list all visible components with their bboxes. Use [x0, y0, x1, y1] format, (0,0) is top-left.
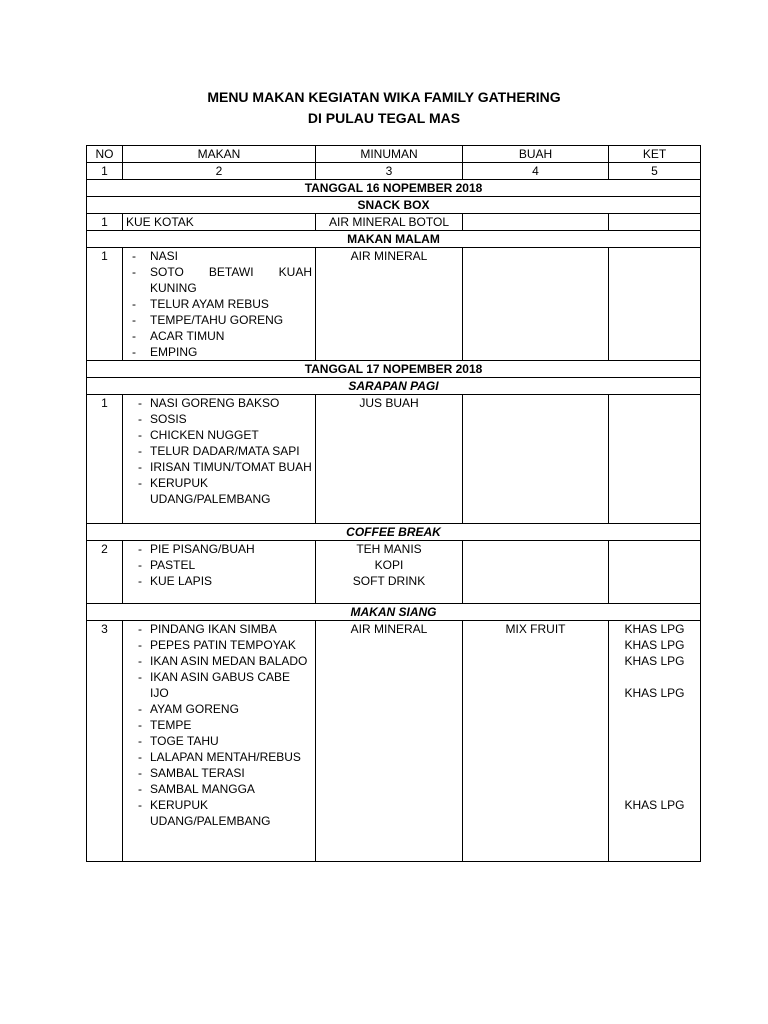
header-number: 3 — [316, 163, 463, 180]
document-title: MENU MAKAN KEGIATAN WIKA FAMILY GATHERING — [207, 89, 561, 105]
row-no: 1 — [87, 214, 123, 231]
ket-note: KHAS LPG — [624, 654, 685, 668]
ket-note: KHAS LPG — [624, 686, 685, 700]
header-row — [87, 146, 701, 163]
list-item: - NASI GORENG BAKSO — [126, 395, 312, 411]
list-item: - ACAR TIMUN — [126, 328, 312, 344]
row-minuman: AIR MINERAL — [316, 621, 463, 862]
drink-item: KOPI — [374, 558, 404, 572]
ket-note — [612, 669, 697, 685]
row-makan: KUE KOTAK — [123, 214, 316, 231]
section-coffee-break: COFFEE BREAK — [87, 524, 701, 541]
menu-item-list — [126, 248, 312, 360]
header-ket: KET — [609, 146, 701, 163]
drink-item: TEH MANIS — [356, 542, 422, 556]
section-sarapan-pagi: SARAPAN PAGI — [87, 378, 701, 395]
ket-spacer — [612, 701, 697, 797]
list-item: - LALAPAN MENTAH/REBUS — [126, 749, 312, 765]
section-makan-malam: MAKAN MALAM — [87, 231, 701, 248]
table-row — [87, 214, 701, 231]
section-row — [87, 524, 701, 541]
menu-item-list — [126, 541, 312, 589]
row-makan — [123, 395, 316, 524]
list-item: - TEMPE/TAHU GORENG — [126, 312, 312, 328]
row-buah — [463, 541, 609, 604]
header-number: 1 — [87, 163, 123, 180]
header-number: 4 — [463, 163, 609, 180]
list-item: - KERUPUK UDANG/PALEMBANG — [126, 475, 312, 507]
header-makan: MAKAN — [123, 146, 316, 163]
row-no: 3 — [87, 621, 123, 862]
header-number: 2 — [123, 163, 316, 180]
list-item: - TELUR DADAR/MATA SAPI — [126, 443, 312, 459]
list-item: - AYAM GORENG — [126, 701, 312, 717]
header-buah: BUAH — [463, 146, 609, 163]
header-no: NO — [87, 146, 123, 163]
list-item: - TELUR AYAM REBUS — [126, 296, 312, 312]
ket-note: KHAS LPG — [624, 638, 685, 652]
list-item: - SAMBAL TERASI — [126, 765, 312, 781]
menu-table — [86, 145, 701, 862]
row-buah: MIX FRUIT — [463, 621, 609, 862]
list-item: - SOSIS — [126, 411, 312, 427]
row-ket — [609, 395, 701, 524]
row-minuman — [316, 541, 463, 604]
section-snack-box: SNACK BOX — [87, 197, 701, 214]
section-row — [87, 378, 701, 395]
row-ket — [609, 541, 701, 604]
header-number: 5 — [609, 163, 701, 180]
date-label: TANGGAL 17 NOPEMBER 2018 — [87, 361, 701, 378]
list-item: - EMPING — [126, 344, 312, 360]
menu-item-list — [126, 621, 312, 829]
row-no: 1 — [87, 248, 123, 361]
row-minuman: AIR MINERAL BOTOL — [316, 214, 463, 231]
date-row — [87, 180, 701, 197]
row-makan — [123, 248, 316, 361]
date-row — [87, 361, 701, 378]
table-row — [87, 541, 701, 604]
row-minuman: JUS BUAH — [316, 395, 463, 524]
drink-item: SOFT DRINK — [352, 574, 426, 588]
table-row — [87, 248, 701, 361]
list-item: - PASTEL — [126, 557, 312, 573]
list-item: - PEPES PATIN TEMPOYAK — [126, 637, 312, 653]
ket-note: KHAS LPG — [624, 798, 685, 812]
list-item: - CHICKEN NUGGET — [126, 427, 312, 443]
row-makan — [123, 541, 316, 604]
header-number-row — [87, 163, 701, 180]
table-row — [87, 621, 701, 862]
list-item: - PINDANG IKAN SIMBA — [126, 621, 312, 637]
date-label: TANGGAL 16 NOPEMBER 2018 — [87, 180, 701, 197]
section-row — [87, 197, 701, 214]
table-row — [87, 395, 701, 524]
section-makan-siang: MAKAN SIANG — [87, 604, 701, 621]
section-row — [87, 604, 701, 621]
ket-note: KHAS LPG — [624, 622, 685, 636]
row-ket — [609, 214, 701, 231]
list-item: - SAMBAL MANGGA — [126, 781, 312, 797]
row-minuman: AIR MINERAL — [316, 248, 463, 361]
list-item: - PIE PISANG/BUAH — [126, 541, 312, 557]
list-item: - IKAN ASIN MEDAN BALADO — [126, 653, 312, 669]
header-minuman: MINUMAN — [316, 146, 463, 163]
list-item: - IRISAN TIMUN/TOMAT BUAH — [126, 459, 312, 475]
list-item: - KERUPUK UDANG/PALEMBANG — [126, 797, 312, 829]
row-makan — [123, 621, 316, 862]
list-item: - KUE LAPIS — [126, 573, 312, 589]
row-no: 2 — [87, 541, 123, 604]
row-buah — [463, 248, 609, 361]
row-ket — [609, 621, 701, 862]
list-item: - SOTO BETAWI KUAH KUNING — [126, 264, 312, 296]
row-ket — [609, 248, 701, 361]
section-row — [87, 231, 701, 248]
list-item: - TOGE TAHU — [126, 733, 312, 749]
row-buah — [463, 214, 609, 231]
menu-item-list — [126, 395, 312, 507]
list-item: - IKAN ASIN GABUS CABE IJO — [126, 669, 312, 701]
list-item: - NASI — [126, 248, 312, 264]
document-subtitle: DI PULAU TEGAL MAS — [307, 110, 461, 126]
row-no: 1 — [87, 395, 123, 524]
list-item: - TEMPE — [126, 717, 312, 733]
row-buah — [463, 395, 609, 524]
